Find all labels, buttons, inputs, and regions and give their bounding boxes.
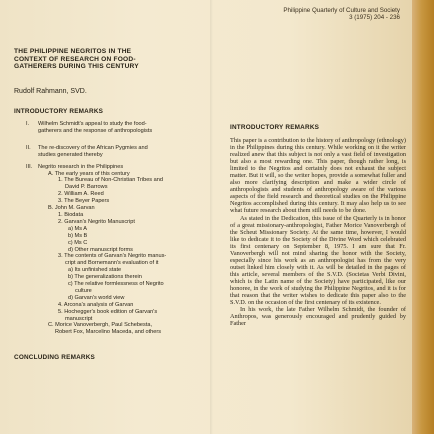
concluding-remarks-heading: CONCLUDING REMARKS: [14, 354, 95, 361]
outline-item-text: culture: [75, 287, 92, 294]
outline-item-text: 2. William A. Reed: [58, 191, 104, 198]
outline-item: [14, 219, 204, 226]
outline-item: [14, 274, 204, 281]
outline-item: [14, 240, 204, 247]
outline-item: [14, 198, 204, 205]
outline-item: [14, 205, 204, 212]
body-paragraph: This paper is a contribution to the history of anthropology (ethnology) in the Philippines during this century. While working on it the writer realized anew that this subject is not only a vast field of investigation but also a most rewarding one. This paper, though rather long, is limited to the Negritos and certainly does not exhaust the subject matter. But it will, so the writer hopes, provide a somewhat fuller and also more clarifying description and make a wider circle of anthropologists and students of anthropology aware of the various aspects of the field research and theoretical studies on the Philippine Negritos accomplished during this century. It may also help us to see what future research about them still needs to be done.: [230, 137, 406, 215]
outline-item-text: manuscript: [65, 315, 93, 322]
outline-item: [14, 145, 204, 159]
body-text: [230, 137, 406, 327]
title-line-3: GATHERERS DURING THIS CENTURY: [14, 63, 139, 71]
outline-item-text: Wilhelm Schmidt's appeal to study the food-: [38, 121, 147, 127]
author-name: Rudolf Rahmann, SVD.: [14, 88, 87, 95]
outline-item-text: The re-discovery of the African Pygmies and: [38, 144, 148, 151]
outline-item-text: 3. The Beyer Papers: [58, 198, 110, 205]
outline-item-text: A. The early years of this century: [48, 170, 130, 177]
body-paragraph: In his work, the late Father Wilhelm Schmidt, the founder of Anthropos, was generously encouraged and prudently guided by Father: [230, 306, 406, 328]
outline-item: [14, 281, 204, 295]
outline-item: [14, 309, 204, 323]
outline-item-text: c) The relative formlessness of Negrito: [68, 281, 164, 288]
journal-citation: [283, 7, 400, 21]
outline-item-text: Robert Fox, Marcelino Maceda, and others: [55, 329, 162, 336]
outline-item-text: B. John M. Garvan: [48, 205, 95, 212]
outline-item: [14, 267, 204, 274]
table-of-contents: [14, 121, 204, 336]
outline-item-number: III.: [26, 163, 33, 170]
outline-item: [14, 322, 204, 336]
outline-item-text: 1. Biodata: [58, 211, 84, 218]
outline-item-text: 3. The contents of Garvan's Negrito manus-: [58, 253, 167, 260]
outline-heading: INTRODUCTORY REMARKS: [14, 108, 104, 115]
book-page-edge: [412, 0, 434, 434]
outline-item-text: gatherers and the response of anthropologists: [38, 127, 153, 134]
outline-item: [14, 121, 204, 135]
outline-item: [14, 226, 204, 233]
outline-item-text: 2. Garvan's Negrito Manuscript: [58, 218, 135, 225]
outline-item: [14, 191, 204, 198]
outline-item-text: a) Its unfinished state: [68, 267, 122, 274]
outline-item-text: b) Ms B: [68, 232, 88, 239]
outline-item: [14, 253, 204, 267]
outline-item-text: David P. Barrows: [65, 184, 108, 191]
outline-item-text: d) Garvan's world view: [68, 294, 125, 301]
title-line-1: THE PHILIPPINE NEGRITOS IN THE: [14, 48, 132, 55]
outline-item-text: C. Morice Vanoverbergh, Paul Schebesta,: [48, 322, 153, 329]
outline-item-text: studies generated thereby: [38, 151, 103, 158]
outline-item: [14, 171, 204, 178]
outline-item-text: cript and Bornemann's evaluation of it: [65, 260, 159, 267]
title-line-2: CONTEXT OF RESEARCH ON FOOD-: [14, 55, 136, 63]
outline-item-number: I.: [26, 121, 30, 127]
outline-item: [14, 164, 204, 171]
outline-item: [14, 295, 204, 302]
article-title: [14, 48, 214, 71]
outline-item-text: c) Ms C: [68, 239, 88, 246]
outline-item-text: 5. Hochegger's book edition of Garvan's: [58, 308, 158, 315]
outline-item: [14, 247, 204, 254]
body-paragraph: As stated in the Dedication, this issue of the Quarterly is in honor of a great missionary-anthropologist, Father Morice Vanoverbergh of the Scheut Missionary Society. At the same time, however, I would like to dedicate it to the Society of the Divine Word which celebrated its first centenary on September 8, 1975. I am sure that Fr. Vanoverbergh will not mind sharing the honor with the Society, especially since his work as an anthropologist has from the very outset linked him closely with it. As will be detailed in the pages of this article, several members of the S.V.D. (Societas Verbi Divini, which is the Latin name of the Society) have participated, like our honoree, in the work of studying the Philippine Negritos, and it is for that reason that the writer wishes to dedicate this paper also to the S.V.D. on the occasion of the first centenary of its existence.: [230, 214, 406, 307]
outline-item: [14, 302, 204, 309]
outline-item-text: 1. The Bureau of Non-Christian Tribes and: [58, 177, 163, 184]
outline-item-text: b) The generalizations therein: [68, 274, 142, 281]
outline-item-text: d) Other manuscript forms: [68, 246, 133, 253]
outline-item: [14, 177, 204, 191]
body-heading: INTRODUCTORY REMARKS: [230, 124, 320, 131]
journal-name: Philippine Quarterly of Culture and Society: [283, 7, 400, 14]
outline-item-text: 4. Arcona's analysis of Garvan: [58, 301, 134, 308]
outline-item-text: a) Ms A: [68, 225, 87, 232]
outline-item: [14, 233, 204, 240]
outline-item-text: Negrito research in the Philippines: [38, 163, 124, 170]
outline-item: [14, 212, 204, 219]
journal-volume: 3 (1975) 204 - 236: [349, 14, 400, 21]
outline-item-number: II.: [26, 144, 31, 151]
